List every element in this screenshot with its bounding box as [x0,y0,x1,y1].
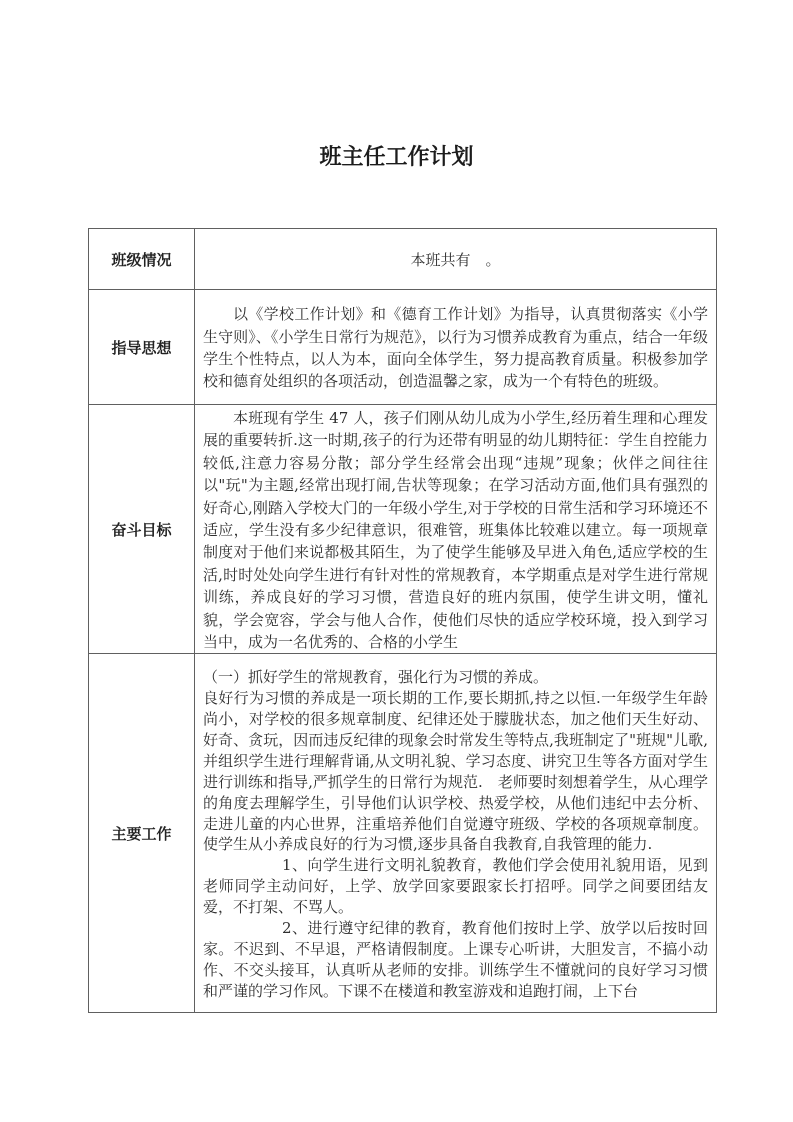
table-row-goals [89,405,717,654]
document-title: 班主任工作计划 [319,145,474,170]
paragraph-numbered-item-1: 1、向学生进行文明礼貌教育，教他们学会使用礼貌用语，见到老师同学主动问好，上学、放学回家要跟家长打招呼。同学之间要团结友爱，不打架、不骂人。 [203,856,708,917]
row-content-guiding-ideology [195,290,717,405]
paragraph: 本班共有 。 [410,250,501,269]
paragraph: （一）抓好学生的常规教育，强化行为习惯的养成。 [203,668,549,687]
row-label-main-work: 主要工作 [89,654,195,1013]
row-content-main-work [195,654,717,1013]
row-label-class-overview: 班级情况 [89,229,195,290]
row-label-goals: 奋斗目标 [89,405,195,654]
row-label-guiding-ideology: 指导思想 [89,290,195,405]
paragraph: 良好行为习惯的养成是一项长期的工作,要长期抓,持之以恒.一年级学生年龄尚小，对学校的很多规章制度、纪律还处于朦胧状态，加之他们天生好动、好奇、贪玩，因而违反纪律的现象会时常发生等特点,我班制定了"班规"儿歌,并组织学生进行理解背诵,从文明礼貌、学习态度、讲究卫生等各方面对学生进行训练和指导,严抓学生的日常行为规范. 老师要时刻想着学生，从心理学的角度去理解学生，引导他们认识学校、热爱学校，从他们违纪中去分析、走进儿童的内心世界，注重培养他们自觉遵守班级、学校的各项规章制度。使学生从小养成良好的行为习惯,逐步具备自我教育,自我管理的能力. [203,689,708,854]
paragraph: 以《学校工作计划》和《德育工作计划》为指导，认真贯彻落实《小学生守则》、《小学生日常行为规范》，以行为习惯养成教育为重点，结合一年级学生个性特点，以人为本，面向全体学生，努力提高教育质量。积极参加学校和德育处组织的各项活动，创造温馨之家，成为一个有特色的班级。 [203,305,708,391]
paragraph: 本班现有学生 47 人，孩子们刚从幼儿成为小学生,经历着生理和心理发展的重要转折.这一时期,孩子的行为还带有明显的幼儿期特征：学生自控能力较低,注意力容易分散；部分学生经常会出现“违规”现象；伙伴之间往往以"玩"为主题,经常出现打闹,告状等现象；在学习活动方面,他们具有强烈的好奇心,刚踏入学校大门的一年级小学生,对于学校的日常生活和学习环境还不适应，学生没有多少纪律意识，很难管，班集体比较难以建立。每一项规章制度对于他们来说都极其陌生，为了使学生能够及早进入角色,适应学校的生活,时时处处向学生进行有针对性的常规教育，本学期重点是对学生进行常规训练，养成良好的学习习惯，营造良好的班内氛围，使学生讲文明，懂礼貌，学会宽容，学会与他人合作，使他们尽快的适应学校环境，投入到学习当中，成为一名优秀的、合格的小学生 [203,409,708,652]
work-plan-table [88,228,717,1013]
row-content-goals [195,405,717,654]
table-row-class-overview [89,229,717,290]
paragraph-numbered-item-2: 2、进行遵守纪律的教育，教育他们按时上学、放学以后按时回家。不迟到、不早退，严格请假制度。上课专心听讲，大胆发言，不搞小动作、不交头接耳，认真听从老师的安排。训练学生不懂就问的良好学习习惯和严谨的学习作风。下课不在楼道和教室游戏和追跑打闹，上下台 [203,919,708,1000]
row-content-class-overview [195,229,717,290]
table-row-main-work [89,654,717,1013]
table-row-guiding-ideology [89,290,717,405]
